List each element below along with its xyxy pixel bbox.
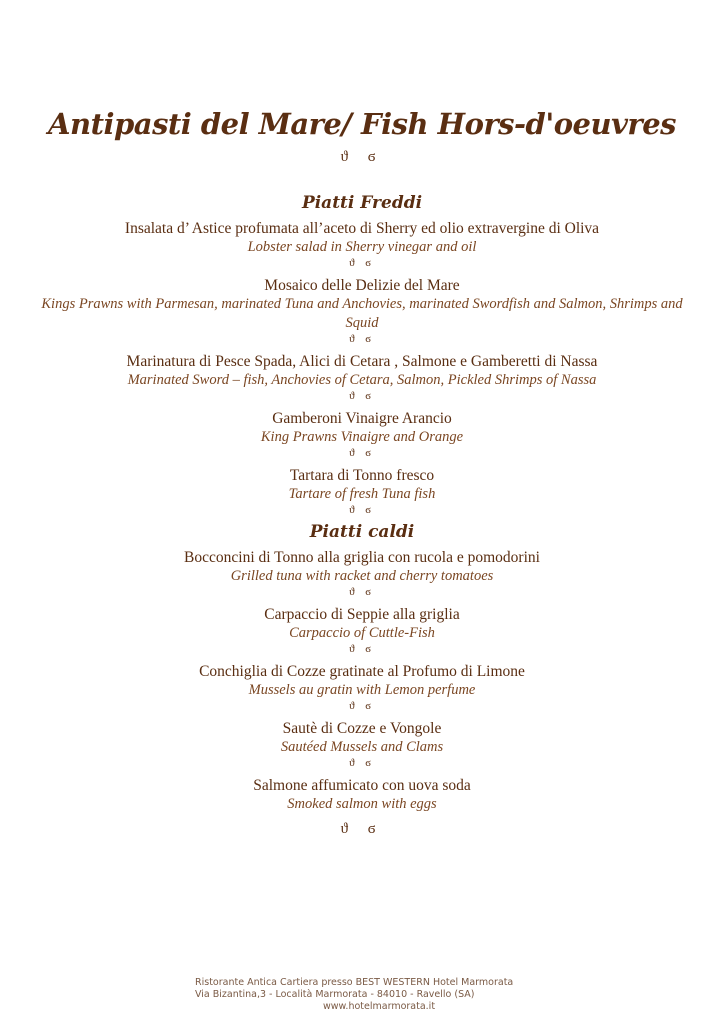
- menu-item: [40, 352, 684, 402]
- dish-name-italian: Tartara di Tonno fresco: [289, 467, 435, 484]
- dish-ornament: ϑ ϭ: [349, 643, 375, 655]
- menu-item: [40, 466, 684, 516]
- dish-name-english: Grilled tuna with racket and cherry tomatoes: [230, 568, 494, 584]
- dish-ornament: ϑ ϭ: [349, 586, 375, 598]
- dish-name-italian: Sautè di Cozze e Vongole: [282, 720, 442, 737]
- dish-name-english: Kings Prawns with Parmesan, marinated Tuna and Anchovies, marinated Swordfish and Salmon, Shrimps and Squid: [41, 296, 683, 331]
- dish-name-english: Marinated Sword – fish, Anchovies of Cetara, Salmon, Pickled Shrimps of Nassa: [127, 372, 597, 388]
- dish-name-english: King Prawns Vinaigre and Orange: [260, 429, 464, 445]
- footer-website-link[interactable]: www.hotelmarmorata.it: [323, 1001, 436, 1012]
- menu-item: [40, 548, 684, 598]
- menu-item: [40, 219, 684, 269]
- menu-item: [40, 605, 684, 655]
- dish-name-english: Mussels au gratin with Lemon perfume: [248, 682, 476, 698]
- section-title-piatti-caldi: Piatti caldi: [309, 522, 415, 542]
- dish-name-english: Lobster salad in Sherry vinegar and oil: [247, 239, 477, 255]
- dish-ornament: ϑ ϭ: [349, 257, 375, 269]
- dish-ornament: ϑ ϭ: [349, 333, 375, 345]
- dish-ornament: ϑ ϭ: [349, 390, 375, 402]
- section-title-piatti-freddi: Piatti Freddi: [301, 193, 423, 213]
- dish-name-italian: Gamberoni Vinaigre Arancio: [272, 410, 452, 427]
- menu-item: [40, 662, 684, 712]
- dish-name-english: Carpaccio of Cuttle-Fish: [289, 625, 435, 641]
- hot-dishes-list: [40, 548, 684, 821]
- footer-address-line: Via Bizantina,3 - Località Marmorata - 84010 - Ravello (SA): [195, 989, 475, 1000]
- dish-name-english: Tartare of fresh Tuna fish: [288, 486, 436, 502]
- dish-name-english: Smoked salmon with eggs: [287, 796, 437, 812]
- dish-name-italian: Insalata d’ Astice profumata all’aceto di Sherry ed olio extravergine di Oliva: [124, 220, 600, 237]
- menu-item: [40, 276, 684, 345]
- dish-name-italian: Carpaccio di Seppie alla griglia: [264, 606, 460, 623]
- page-title: Antipasti del Mare/ Fish Hors-d'oeuvres: [48, 107, 676, 141]
- dish-name-english: Sautéed Mussels and Clams: [280, 739, 444, 755]
- title-ornament: ϑ ϭ: [340, 149, 384, 165]
- dish-name-italian: Mosaico delle Delizie del Mare: [264, 277, 460, 294]
- dish-ornament: ϑ ϭ: [349, 700, 375, 712]
- cold-dishes-list: [40, 219, 684, 523]
- dish-name-italian: Marinatura di Pesce Spada, Alici di Cetara , Salmone e Gamberetti di Nassa: [126, 353, 598, 370]
- menu-item: [40, 719, 684, 769]
- closing-ornament: ϑ ϭ: [340, 821, 384, 837]
- dish-ornament: ϑ ϭ: [349, 504, 375, 516]
- menu-item: [40, 409, 684, 459]
- menu-item: [40, 776, 684, 814]
- dish-name-italian: Conchiglia di Cozze gratinate al Profumo di Limone: [199, 663, 525, 680]
- footer: [195, 977, 555, 1013]
- footer-restaurant-line: Ristorante Antica Cartiera presso BEST WESTERN Hotel Marmorata: [195, 977, 514, 988]
- dish-ornament: ϑ ϭ: [349, 447, 375, 459]
- dish-ornament: ϑ ϭ: [349, 757, 375, 769]
- dish-name-italian: Bocconcini di Tonno alla griglia con rucola e pomodorini: [184, 549, 540, 566]
- dish-name-italian: Salmone affumicato con uova soda: [253, 777, 471, 794]
